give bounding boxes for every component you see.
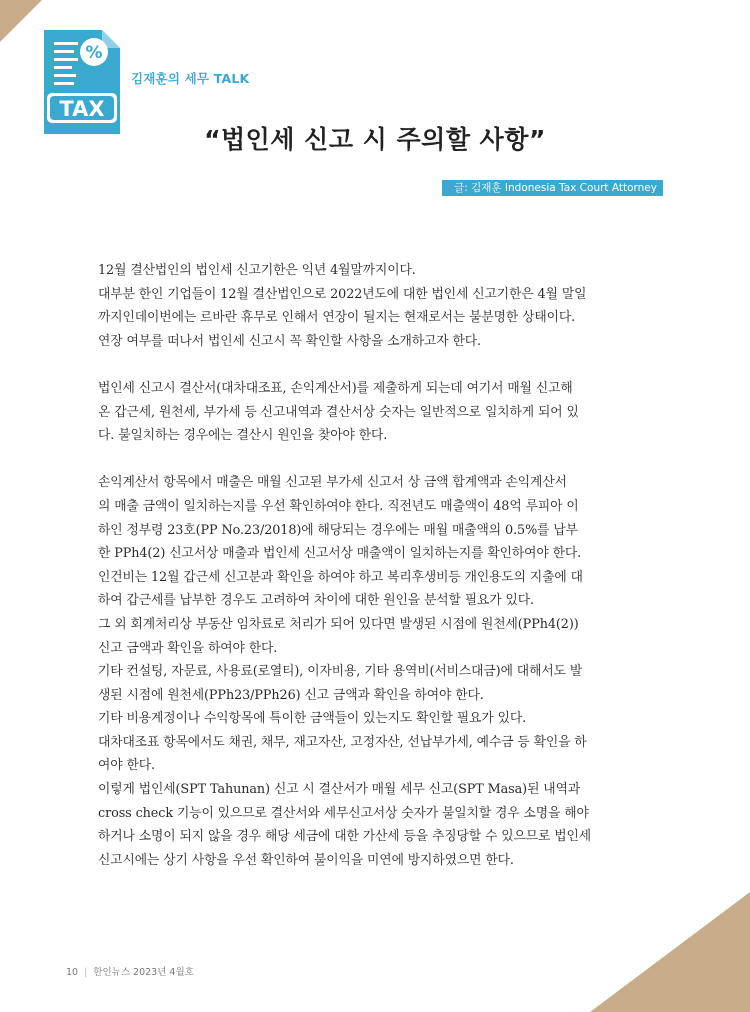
text-line: 그 외 회계처리상 부동산 임차료로 처리가 되어 있다면 발생된 시점에 원천세(PPh4(2)) xyxy=(98,616,579,632)
text-line: cross check 기능이 있으므로 결산서와 세무신고서상 숫자가 불일치할 경우 소명을 해야 xyxy=(98,805,589,821)
corner-decoration-top-left xyxy=(0,0,42,42)
text-line: 신고 금액과 확인을 하여야 한다. xyxy=(98,640,278,656)
paragraph-spacer xyxy=(98,353,654,377)
text-line: 하인 정부령 23호(PP No.23/2018)에 해당되는 경우에는 매월 매출액의 0.5%를 납부 xyxy=(98,522,578,538)
text-line: 인건비는 12월 갑근세 신고분과 확인을 하여야 하고 복리후생비등 개인용도의 지출에 대 xyxy=(98,569,583,585)
text-line: 한 PPh4(2) 신고서상 매출과 법인세 신고서상 매출액이 일치하는지를 확인하여야 한다. xyxy=(98,546,582,562)
tax-word: TAX xyxy=(59,97,105,121)
paragraph xyxy=(98,471,654,872)
text-line: 하거나 소명이 되지 않을 경우 해당 세금에 대한 가산세 등을 추징당할 수 있으므로 법인세 xyxy=(98,829,592,845)
footer-separator: | xyxy=(84,967,88,978)
text-line: 손익계산서 항목에서 매출은 매월 신고된 부가세 신고서 상 금액 합계액과 손익계산서 xyxy=(98,475,567,491)
text-line: 이렇게 법인세(SPT Tahunan) 신고 시 결산서가 매월 세무 신고(SPT Masa)된 내역과 xyxy=(98,782,581,798)
corner-decoration-bottom-right xyxy=(590,892,750,1012)
text-line: 생된 시점에 원천세(PPh23/PPh26) 신고 금액과 확인을 하여야 한다. xyxy=(98,687,484,703)
text-line: 여야 한다. xyxy=(98,758,155,774)
text-line: 다. 불일치하는 경우에는 결산시 원인을 찾아야 한다. xyxy=(98,428,388,444)
page-number: 10 xyxy=(66,967,79,978)
paragraph-spacer xyxy=(98,448,654,472)
text-line: 까지인데이번에는 르바란 휴무로 인해서 연장이 될지는 현재로서는 불분명한 상태이다. xyxy=(98,310,576,326)
text-line: 의 매출 금액이 일치하는지를 우선 확인하여야 한다. 직전년도 매출액이 48억 루피아 이 xyxy=(98,498,579,514)
page-footer xyxy=(66,964,194,978)
column-label: 김재훈의 세무 TALK xyxy=(131,71,250,86)
publication-name: 한인뉴스 2023년 4월호 xyxy=(93,967,194,978)
author-byline: 글: 김재훈 Indonesia Tax Court Attorney xyxy=(442,180,663,196)
text-line: 신고시에는 상기 사항을 우선 확인하여 불이익을 미연에 방지하였으면 한다. xyxy=(98,852,514,868)
text-line: 기타 비용계정이나 수익항목에 특이한 금액들이 있는지도 확인할 필요가 있다. xyxy=(98,711,527,727)
paragraph xyxy=(98,259,654,353)
text-line: 대차대조표 항목에서도 채권, 채무, 재고자산, 고정자산, 선납부가세, 예수금 등 확인을 하 xyxy=(98,734,587,750)
text-line: 하여 갑근세를 납부한 경우도 고려하여 차이에 대한 원인을 분석할 필요가 있다. xyxy=(98,593,535,609)
article-body xyxy=(98,259,654,872)
text-line: 12월 결산법인의 법인세 신고기한은 익년 4월말까지이다. xyxy=(98,263,416,278)
percent-badge: % xyxy=(85,43,103,63)
text-line: 대부분 한인 기업들이 12월 결산법인으로 2022년도에 대한 법인세 신고기한은 4월 말일 xyxy=(98,286,587,302)
paragraph xyxy=(98,377,654,448)
tax-document-icon xyxy=(44,30,120,134)
text-line: 기타 컨설팅, 자문료, 사용료(로열티), 이자비용, 기타 용역비(서비스대금)에 대해서도 발 xyxy=(98,664,583,680)
text-line: 연장 여부를 떠나서 법인세 신고시 꼭 확인할 사항을 소개하고자 한다. xyxy=(98,333,482,349)
article-title: “법인세 신고 시 주의할 사항” xyxy=(204,125,546,154)
text-line: 온 갑근세, 원천세, 부가세 등 신고내역과 결산서상 숫자는 일반적으로 일치하게 되어 있 xyxy=(98,404,579,420)
text-line: 법인세 신고시 결산서(대차대조표, 손익계산서)를 제출하게 되는데 여기서 매월 신고해 xyxy=(98,380,573,396)
